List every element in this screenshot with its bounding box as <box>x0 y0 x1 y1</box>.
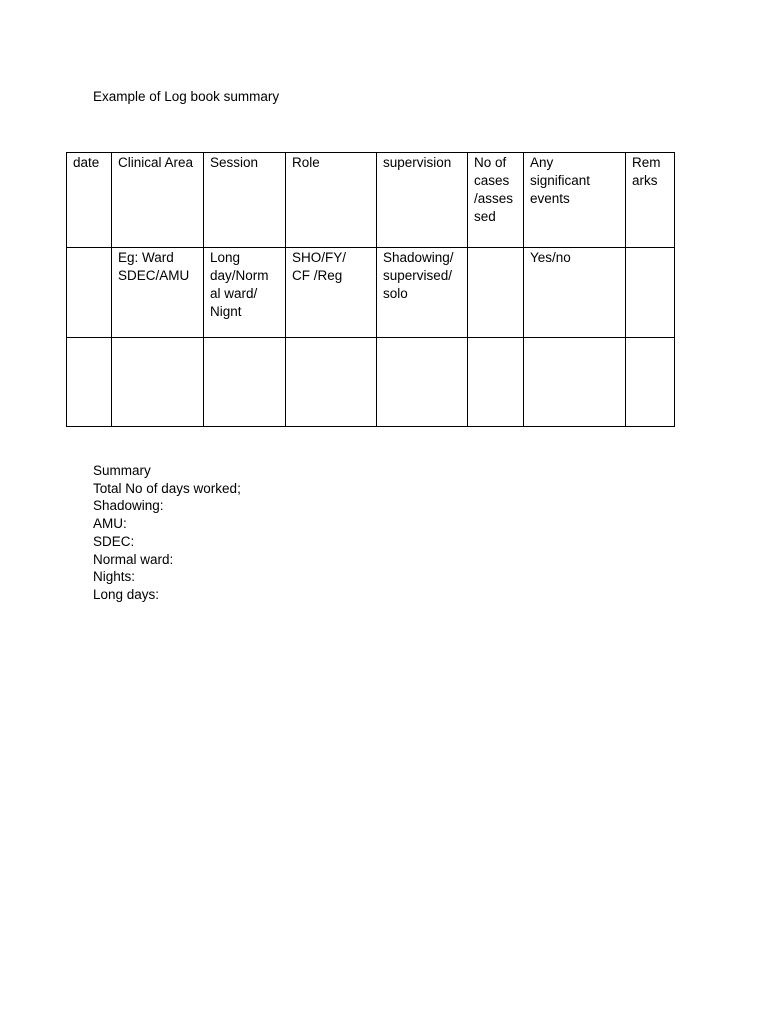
summary-heading: Summary <box>93 463 151 478</box>
cell-remarks <box>626 338 675 427</box>
cell-date <box>67 248 112 338</box>
cell-cases-assessed <box>468 248 524 338</box>
summary-nights: Nights: <box>93 569 136 585</box>
cell-session <box>204 338 286 427</box>
header-role: Role <box>286 153 377 248</box>
header-remarks: Rem arks <box>626 153 675 248</box>
summary-long-days: Long days: <box>93 586 160 602</box>
header-significant-events: Any significant events <box>524 153 626 248</box>
cell-role <box>286 338 377 427</box>
header-clinical-area: Clinical Area <box>112 153 204 248</box>
table-header-row <box>67 153 675 248</box>
log-book-table <box>66 152 675 427</box>
header-session: Session <box>204 153 286 248</box>
document-title: Example of Log book summary <box>93 89 280 104</box>
header-date: date <box>67 153 112 248</box>
cell-clinical-area: Eg: Ward SDEC/AMU <box>112 248 204 338</box>
summary-total-days: Total No of days worked; <box>93 480 241 496</box>
header-supervision: supervision <box>377 153 468 248</box>
cell-remarks <box>626 248 675 338</box>
cell-supervision <box>377 338 468 427</box>
table-row <box>67 338 675 427</box>
cell-supervision: Shadowing/ supervised/ solo <box>377 248 468 338</box>
summary-sdec: SDEC: <box>93 533 135 549</box>
header-cases-assessed: No of cases /asses sed <box>468 153 524 248</box>
table-row <box>67 248 675 338</box>
cell-date <box>67 338 112 427</box>
summary-amu: AMU: <box>93 516 127 532</box>
cell-cases-assessed <box>468 338 524 427</box>
summary-shadowing: Shadowing: <box>93 498 164 514</box>
summary-section <box>93 462 241 604</box>
cell-significant-events: Yes/no <box>524 248 626 338</box>
cell-session: Long day/Norm al ward/ Nignt <box>204 248 286 338</box>
summary-normal-ward: Normal ward: <box>93 551 174 567</box>
cell-clinical-area <box>112 338 204 427</box>
cell-role: SHO/FY/ CF /Reg <box>286 248 377 338</box>
cell-significant-events <box>524 338 626 427</box>
